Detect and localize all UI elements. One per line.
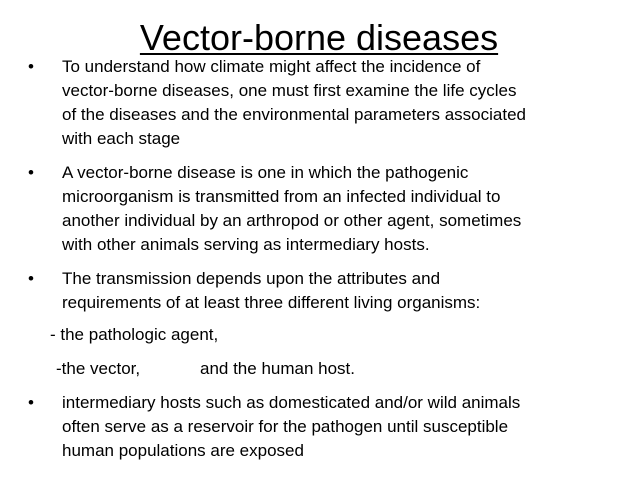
- slide-title: Vector-borne diseases: [139, 17, 499, 58]
- bullet-1-line-1: To understand how climate might affect the incidence of: [62, 57, 481, 76]
- bullet-1-line-4: with each stage: [62, 129, 181, 148]
- bullet-4-line-1: intermediary hosts such as domesticated and/or wild animals: [62, 393, 521, 412]
- bullet-3-line-2: requirements of at least three different living organisms:: [62, 293, 481, 312]
- bullet-icon: •: [28, 269, 34, 288]
- bullet-icon: •: [28, 393, 34, 412]
- sub-item-human-host: and the human host.: [200, 359, 356, 378]
- bullet-2-line-1: A vector-borne disease is one in which the pathogenic: [62, 163, 469, 182]
- sub-item-pathologic-agent: - the pathologic agent,: [50, 325, 219, 344]
- bullet-2-line-3: another individual by an arthropod or other agent, sometimes: [62, 211, 522, 230]
- bullet-4-line-2: often serve as a reservoir for the pathogen until susceptible: [62, 417, 509, 436]
- bullet-1-line-2: vector-borne diseases, one must first examine the life cycles: [62, 81, 517, 100]
- bullet-icon: •: [28, 163, 34, 182]
- bullet-3-line-1: The transmission depends upon the attributes and: [62, 269, 441, 288]
- bullet-2-line-4: with other animals serving as intermediary hosts.: [62, 235, 430, 254]
- bullet-4-line-3: human populations are exposed: [62, 441, 304, 460]
- bullet-icon: •: [28, 57, 34, 76]
- bullet-1-line-3: of the diseases and the environmental parameters associated: [62, 105, 526, 124]
- bullet-2-line-2: microorganism is transmitted from an infected individual to: [62, 187, 501, 206]
- sub-item-vector: -the vector,: [56, 359, 141, 378]
